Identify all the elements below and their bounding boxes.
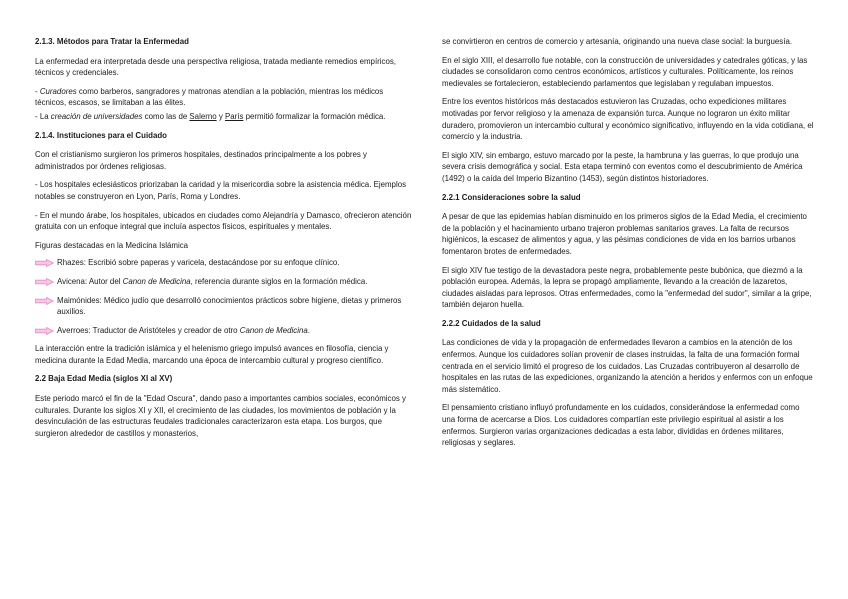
pink-right-arrow-icon <box>35 278 54 286</box>
list-item-universidades: - La creación de universidades como las de Salerno y París permitió formalizar la formación médica. <box>35 111 386 121</box>
list-item-curadores: - Curadores como barberos, sangradores y matronas atendían a la población, mientras los médicos técnicos, escasos, se limitaban a las élites. <box>35 86 384 108</box>
paragraph-cuidados-a: Las condiciones de vida y la propagación de enfermedades llevaron a cambios en la atención de los enfermos. Aunque los cuidadores solían provenir de clases instruidas, la falta de una formación formal centrada en el servicio limitó el progreso de los cuidados. Las Cruzadas contribuyeron al desarrollo de hospitales en las rutas de las expediciones, organizando la atención a heridos y enfermos con un enfoque más sistemático. <box>442 338 813 394</box>
pink-right-arrow-icon <box>35 327 54 335</box>
paragraph-interaccion: La interacción entre la tradición islámica y el helenismo griego impulsó avances en filosofía, ciencia y medicina durante la Edad Media, marcando una época de intercambio cultural y progreso científico. <box>35 344 389 365</box>
paragraph-cuidados-b: El pensamiento cristiano influyó profundamente en los cuidados, considerándose la enfermedad como una forma de acercarse a Dios. Los cuidadores compartían este privilegio espiritual al asistir a los enfermos. Surgieron varias organizaciones dedicadas a esta labor, divididas en órdenes militares, religiosas y seglares. <box>442 403 800 448</box>
heading-2-2-2: 2.2.2 Cuidados de la salud <box>442 318 541 328</box>
figure-text: Avicena: Autor del Canon de Medicina, referencia durante siglos en la formación médica. <box>57 276 368 286</box>
figure-item-maimonides <box>35 295 413 318</box>
figure-text: Maimónides: Médico judío que desarrolló conocimientos prácticos sobre higiene, dietas y primeros auxilios. <box>57 295 402 317</box>
paragraph-cruzadas: Entre los eventos históricos más destacados estuvieron las Cruzadas, ocho expediciones militares motivadas por fervor religioso y la amenaza de expansión turca. Aunque no lograron un éxito militar duradero, promovieron un intercambio cultural y económico significativo, influyendo en la vida cotidiana, el comercio y la industria. <box>442 97 814 142</box>
left-column <box>35 36 413 446</box>
pink-right-arrow-icon <box>35 297 54 305</box>
paragraph-siglo-xiii: En el siglo XIII, el desarrollo fue notable, con la construcción de universidades y catedrales góticas, y las ciudades se consolidaron como centros económicos, artísticos y culturales. Políticamente, los reinos medievales se fortalecieron, estableciendo parlamentos que legislaban y regulaban impuestos. <box>442 55 808 88</box>
paragraph-instituciones: Con el cristianismo surgieron los primeros hospitales, destinados principalmente a los pobres y administrados por órdenes religiosas. <box>35 150 368 171</box>
figure-text: Rhazes: Escribió sobre paperas y varicela, destacándose por su enfoque clínico. <box>57 258 340 268</box>
paragraph-metodos: La enfermedad era interpretada desde una perspectiva religiosa, tratada mediante remedios empíricos, técnicos y credenciales. <box>35 56 396 78</box>
figuras-title: Figuras destacadas en la Medicina Islámica <box>35 240 189 250</box>
list-item-mundo-arabe: - En el mundo árabe, los hospitales, ubicados en ciudades como Alejandría y Damasco, ofrecieron atención gratuita con un enfoque integral que incluía aspectos físicos, espirituales y mentales. <box>35 210 412 232</box>
right-column <box>442 36 814 456</box>
paragraph-baja-edad-media: Este periodo marcó el fin de la "Edad Oscura", dando paso a importantes cambios sociales, económicos y culturales. Durante los siglos XI y XII, el crecimiento de las ciudades, los movimientos de población y la desvinculación de las estructuras feudales tradicionales caracterizaron esta etapa. Los burgos, que surgieron alrededor de castillos y monasterios, <box>35 394 406 438</box>
figure-item-avicena <box>35 276 413 288</box>
universidades-term: creación de universidades <box>50 111 143 121</box>
paragraph-salud-b: El siglo XIV fue testigo de la devastadora peste negra, probablemente peste bubónica, que diezmó a la población europea. Además, la lepra se propagó ampliamente, llevando a la creación de lazaretos, ciudades aisladas para leprosos. Otras enfermedades, como la "enfermedad del sudor", similar a la gripe, también dejaron huella. <box>442 265 812 310</box>
paragraph-continuation: se convirtieron en centros de comercio y artesanía, originando una nueva clase social: la burguesía. <box>442 37 793 46</box>
heading-2-1-4: 2.1.4. Instituciones para el Cuidado <box>35 130 167 140</box>
heading-2-2-1: 2.2.1 Consideraciones sobre la salud <box>442 192 581 202</box>
heading-2-1-3: 2.1.3. Métodos para Tratar la Enfermedad <box>35 37 189 46</box>
curadores-term: Curadores <box>39 86 77 96</box>
heading-2-2: 2.2 Baja Edad Media (siglos XI al XV) <box>35 374 173 384</box>
figure-text: Averroes: Traductor de Aristóteles y creador de otro Canon de Medicina. <box>57 325 310 335</box>
figure-item-averroes <box>35 325 413 337</box>
paragraph-siglo-xiv: El siglo XIV, sin embargo, estuvo marcado por la peste, la hambruna y las guerras, lo que produjo una severa crisis demográfica y social. Esta etapa terminó con eventos como el descubrimiento de América (1492) o la caída del Imperio Bizantino (1453), según distintos historiadores. <box>442 150 803 183</box>
pink-right-arrow-icon <box>35 259 54 267</box>
paragraph-salud-a: A pesar de que las epidemias habían disminuido en los primeros siglos de la Edad Media, el crecimiento de la población y el hacinamiento urbano trajeron problemas sanitarios graves. La falta de recursos higiénicos, la escasez de alimentos y agua, y las pésimas condiciones de vida en los barrios urbanos fomentaron brotes de enfermedades. <box>442 212 807 256</box>
salerno-underlined: Salerno <box>189 111 217 121</box>
paris-underlined: París <box>224 111 244 121</box>
figure-item-rhazes <box>35 257 413 269</box>
list-item-hospitales: - Los hospitales eclesiásticos priorizaban la caridad y la misericordia sobre la asistencia médica. Ejemplos notables se construyeron en Lyon, París, Roma y Londres. <box>35 180 407 201</box>
